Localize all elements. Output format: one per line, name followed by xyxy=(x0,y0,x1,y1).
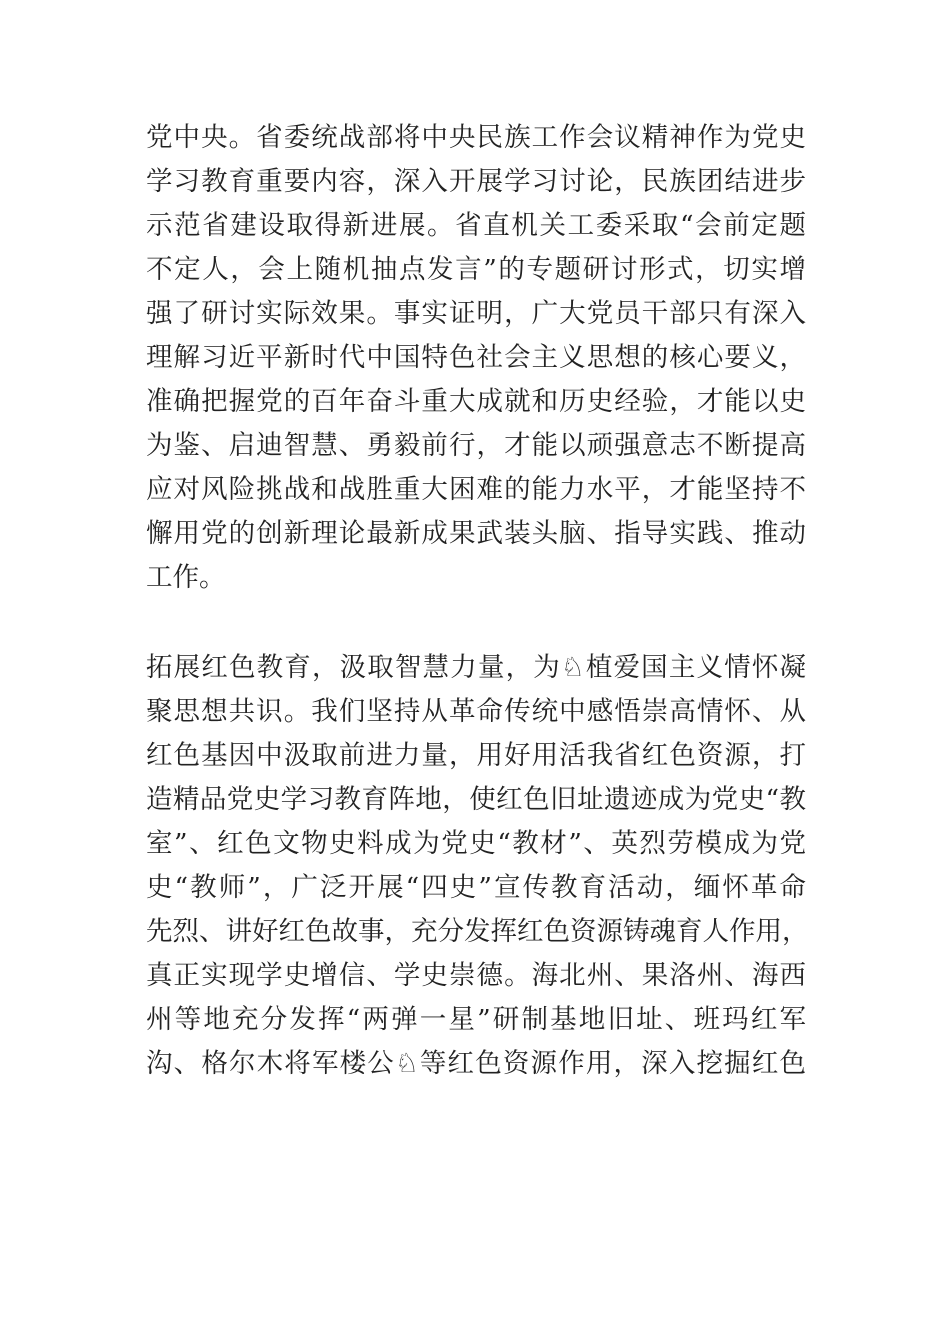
text-line: 强了研讨实际效果。事实证明，广大党员干部只有深入 xyxy=(146,298,806,329)
text-line: 理解习近平新时代中国特色社会主义思想的核心要义， xyxy=(146,342,806,373)
text-line: 州等地充分发挥“两弹一星”研制基地旧址、班玛红军 xyxy=(146,1004,806,1035)
text-line: 示范省建设取得新进展。省直机关工委采取“会前定题 xyxy=(146,210,806,241)
text-line: 党中央。省委统战部将中央民族工作会议精神作为党史 xyxy=(146,122,806,153)
text-line: 沟、格尔木将军楼公♘等红色资源作用，深入挖掘红色 xyxy=(146,1048,806,1079)
text-line: 为鉴、启迪智慧、勇毅前行，才能以顽强意志不断提高 xyxy=(146,430,806,461)
text-line: 造精品党史学习教育阵地，使红色旧址遗迹成为党史“教 xyxy=(146,784,806,815)
text-line: 懈用党的创新理论最新成果武装头脑、指导实践、推动 xyxy=(146,518,806,549)
paragraph-1 xyxy=(146,116,806,600)
text-line: 真正实现学史增信、学史崇德。海北州、果洛州、海西 xyxy=(146,960,806,991)
text-line: 拓展红色教育，汲取智慧力量，为♘植爱国主义情怀凝 xyxy=(146,652,806,683)
text-line: 准确把握党的百年奋斗重大成就和历史经验，才能以史 xyxy=(146,386,806,417)
text-line: 史“教师”，广泛开展“四史”宣传教育活动，缅怀革命 xyxy=(146,872,806,903)
text-line: 工作。 xyxy=(146,562,226,593)
text-line: 聚思想共识。我们坚持从革命传统中感悟崇高情怀、从 xyxy=(146,696,806,727)
text-line: 先烈、讲好红色故事，充分发挥红色资源铸魂育人作用， xyxy=(146,916,809,947)
text-line: 不定人，会上随机抽点发言”的专题研讨形式，切实增 xyxy=(146,254,806,285)
text-line: 室”、红色文物史料成为党史“教材”、英烈劳模成为党 xyxy=(146,828,806,859)
text-line: 红色基因中汲取前进力量，用好用活我省红色资源，打 xyxy=(146,740,806,771)
text-line: 学习教育重要内容，深入开展学习讨论，民族团结进步 xyxy=(146,166,806,197)
paragraph-2 xyxy=(146,646,809,1086)
text-line: 应对风险挑战和战胜重大困难的能力水平，才能坚持不 xyxy=(146,474,806,505)
